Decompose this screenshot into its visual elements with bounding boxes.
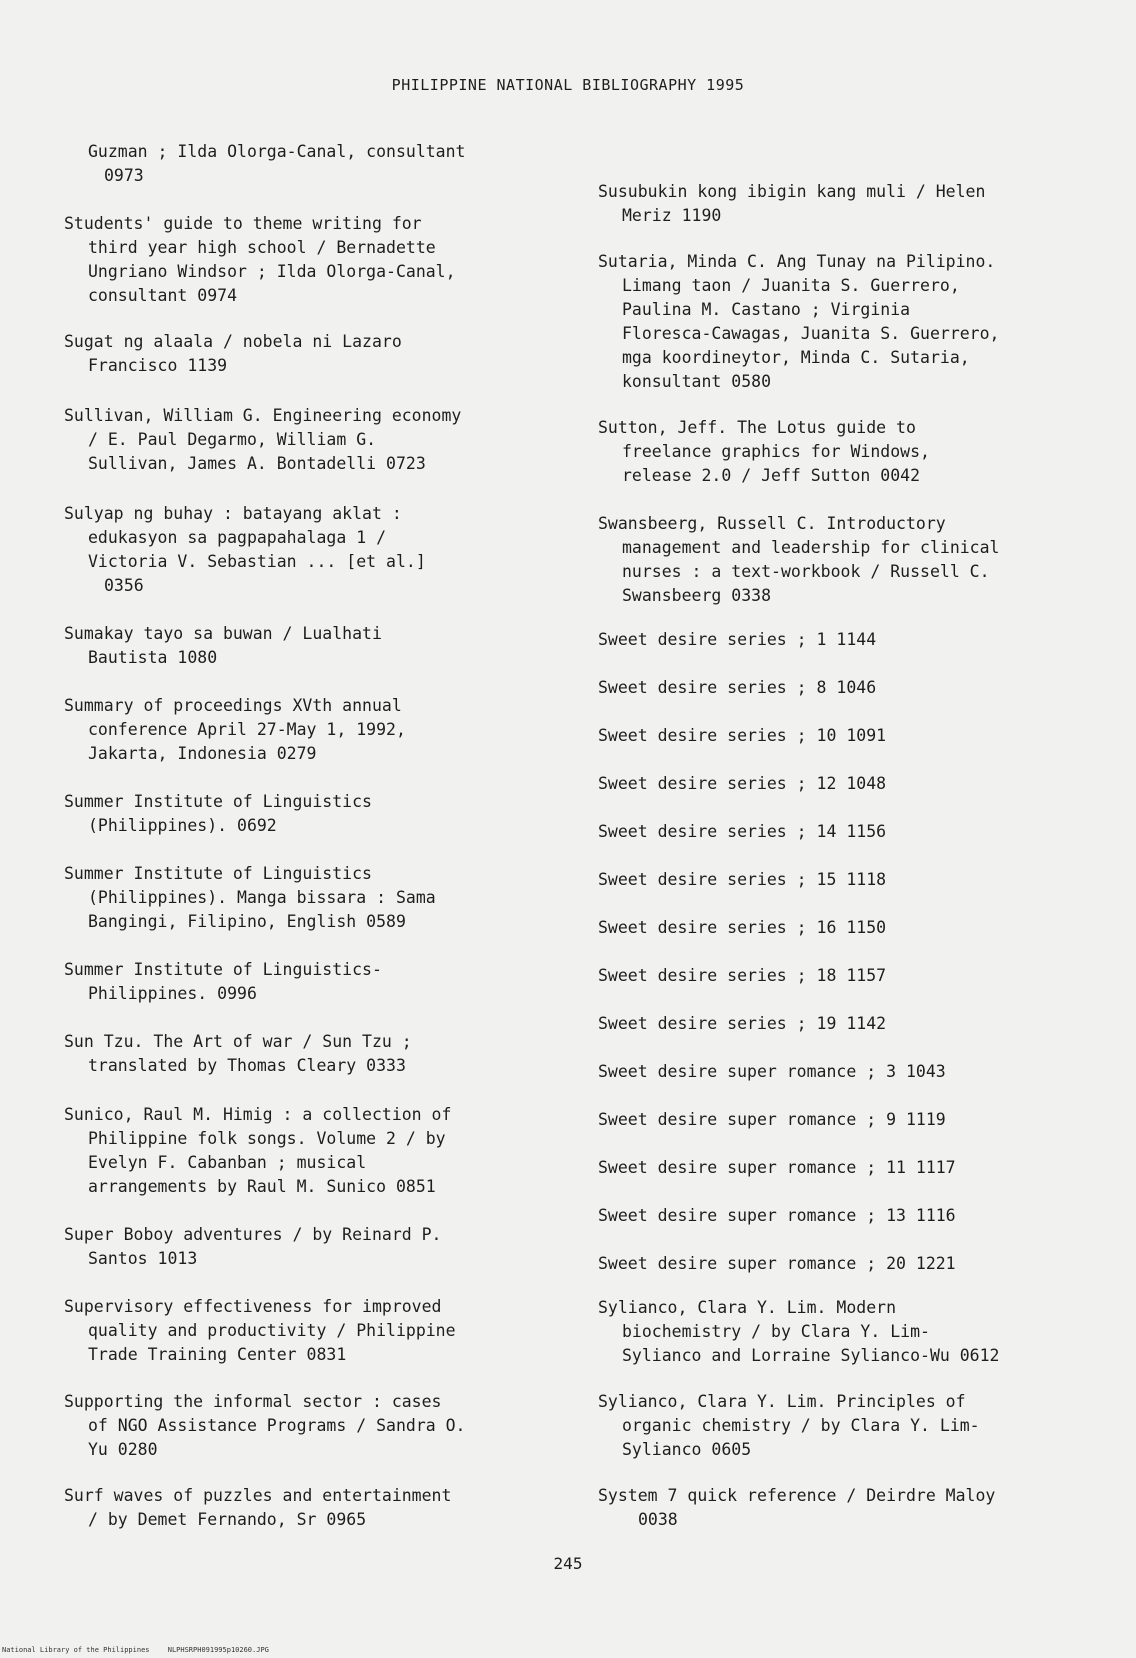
- bibliography-entry: [598, 820, 1078, 844]
- entry-line: Sweet desire series ; 18 1157: [598, 966, 887, 985]
- entry-line: Bangingi, Filipino, English 0589: [88, 912, 406, 931]
- entry-line: release 2.0 / Jeff Sutton 0042: [622, 466, 921, 485]
- bibliography-entry: [598, 628, 1078, 652]
- bibliography-entry: [598, 1252, 1078, 1276]
- bibliography-entry: [64, 958, 574, 1006]
- entry-line: Trade Training Center 0831: [88, 1345, 347, 1364]
- entry-line: third year high school / Bernadette: [88, 238, 436, 257]
- entry-line: 0038: [638, 1510, 678, 1529]
- entry-line: Sweet desire super romance ; 3 1043: [598, 1062, 946, 1081]
- entry-line: konsultant 0580: [622, 372, 772, 391]
- entry-line: (Philippines). Manga bissara : Sama: [88, 888, 436, 907]
- entry-line: of NGO Assistance Programs / Sandra O.: [88, 1416, 466, 1435]
- entry-line: Bautista 1080: [88, 648, 218, 667]
- bibliography-entry: [598, 1060, 1078, 1084]
- entry-line: Sweet desire series ; 8 1046: [598, 678, 877, 697]
- entry-line: nurses : a text-workbook / Russell C.: [622, 562, 990, 581]
- entry-line: Summer Institute of Linguistics: [64, 792, 372, 811]
- entry-line: freelance graphics for Windows,: [622, 442, 930, 461]
- entry-line: Victoria V. Sebastian ... [et al.]: [88, 552, 426, 571]
- entry-line: mga koordineytor, Minda C. Sutaria,: [622, 348, 970, 367]
- entry-line: Sugat ng alaala / nobela ni Lazaro: [64, 332, 402, 351]
- bibliography-entry: [598, 1108, 1078, 1132]
- bibliography-entry: [598, 724, 1078, 748]
- entry-line: Yu 0280: [88, 1440, 158, 1459]
- entry-line: Francisco 1139: [88, 356, 228, 375]
- entry-line: edukasyon sa pagpapahalaga 1 /: [88, 528, 387, 547]
- bibliography-entry: [598, 964, 1078, 988]
- entry-line: Guzman ; Ilda Olorga-Canal, consultant: [88, 142, 466, 161]
- entry-line: conference April 27-May 1, 1992,: [88, 720, 406, 739]
- bibliography-entry: [64, 212, 574, 308]
- bibliography-entry: [598, 1484, 1078, 1532]
- entry-line: Floresca-Cawagas, Juanita S. Guerrero,: [622, 324, 1000, 343]
- entry-line: Sutton, Jeff. The Lotus guide to: [598, 418, 916, 437]
- bibliography-entry: [598, 772, 1078, 796]
- entry-line: Sylianco, Clara Y. Lim. Principles of: [598, 1392, 966, 1411]
- entry-line: Supporting the informal sector : cases: [64, 1392, 442, 1411]
- bibliography-entry: [64, 1295, 574, 1367]
- entry-line: translated by Thomas Cleary 0333: [88, 1056, 406, 1075]
- entry-line: 0973: [104, 166, 144, 185]
- entry-line: Summer Institute of Linguistics: [64, 864, 372, 883]
- entry-line: System 7 quick reference / Deirdre Maloy: [598, 1486, 996, 1505]
- entry-line: Sweet desire super romance ; 13 1116: [598, 1206, 956, 1225]
- entry-line: Super Boboy adventures / by Reinard P.: [64, 1225, 442, 1244]
- entry-line: Sweet desire series ; 19 1142: [598, 1014, 887, 1033]
- bibliography-entry: [64, 862, 574, 934]
- entry-line: Sweet desire series ; 1 1144: [598, 630, 877, 649]
- entry-line: Meriz 1190: [622, 206, 722, 225]
- page-number: 245: [553, 1554, 583, 1573]
- entry-line: Sunico, Raul M. Himig : a collection of: [64, 1105, 452, 1124]
- entry-line: Sulyap ng buhay : batayang aklat :: [64, 504, 402, 523]
- entry-line: Ungriano Windsor ; Ilda Olorga-Canal,: [88, 262, 456, 281]
- bibliography-entry: [64, 1030, 574, 1078]
- entry-line: Jakarta, Indonesia 0279: [88, 744, 317, 763]
- footer: [2, 1646, 283, 1654]
- bibliography-entry: [598, 1012, 1078, 1036]
- entry-line: Sweet desire series ; 10 1091: [598, 726, 887, 745]
- entry-line: Sumakay tayo sa buwan / Lualhati: [64, 624, 382, 643]
- entry-line: Evelyn F. Cabanban ; musical: [88, 1153, 367, 1172]
- entry-line: Students' guide to theme writing for: [64, 214, 422, 233]
- entry-line: Surf waves of puzzles and entertainment: [64, 1486, 452, 1505]
- bibliography-entry: [598, 1204, 1078, 1228]
- bibliography-entry: [598, 512, 1078, 608]
- entry-line: Limang taon / Juanita S. Guerrero,: [622, 276, 960, 295]
- entry-line: Sutaria, Minda C. Ang Tunay na Pilipino.: [598, 252, 996, 271]
- footer-library: National Library of the Philippines: [2, 1646, 150, 1654]
- entry-line: quality and productivity / Philippine: [88, 1321, 456, 1340]
- bibliography-entry: [64, 1390, 574, 1462]
- bibliography-entry: [598, 250, 1078, 394]
- entry-line: Sweet desire series ; 15 1118: [598, 870, 887, 889]
- entry-line: organic chemistry / by Clara Y. Lim-: [622, 1416, 980, 1435]
- bibliography-entry: [64, 1484, 574, 1532]
- bibliography-entry: [598, 180, 1078, 228]
- entry-line: arrangements by Raul M. Sunico 0851: [88, 1177, 436, 1196]
- entry-line: 0356: [104, 576, 144, 595]
- entry-line: / by Demet Fernando, Sr 0965: [88, 1510, 367, 1529]
- entry-line: Paulina M. Castano ; Virginia: [622, 300, 911, 319]
- entry-line: Sweet desire super romance ; 11 1117: [598, 1158, 956, 1177]
- entry-line: consultant 0974: [88, 286, 238, 305]
- entry-line: Sweet desire super romance ; 9 1119: [598, 1110, 946, 1129]
- entry-line: Sweet desire series ; 14 1156: [598, 822, 887, 841]
- bibliography-entry: [598, 1156, 1078, 1180]
- bibliography-entry: [64, 330, 574, 378]
- bibliography-entry: [64, 622, 574, 670]
- bibliography-entry: [598, 676, 1078, 700]
- bibliography-entry: [598, 916, 1078, 940]
- entry-line: Sylianco and Lorraine Sylianco-Wu 0612: [622, 1346, 1000, 1365]
- entry-line: Swansbeerg 0338: [622, 586, 772, 605]
- entry-line: Summer Institute of Linguistics-: [64, 960, 382, 979]
- bibliography-entry: [598, 868, 1078, 892]
- entry-line: Sweet desire series ; 16 1150: [598, 918, 887, 937]
- entry-line: / E. Paul Degarmo, William G.: [88, 430, 377, 449]
- entry-line: Philippine folk songs. Volume 2 / by: [88, 1129, 446, 1148]
- entry-line: Sullivan, James A. Bontadelli 0723: [88, 454, 426, 473]
- entry-line: biochemistry / by Clara Y. Lim-: [622, 1322, 930, 1341]
- bibliography-entry: [64, 502, 574, 598]
- entry-line: Sweet desire super romance ; 20 1221: [598, 1254, 956, 1273]
- entry-line: Susubukin kong ibigin kang muli / Helen: [598, 182, 986, 201]
- entry-line: Sylianco, Clara Y. Lim. Modern: [598, 1298, 897, 1317]
- entry-line: Swansbeerg, Russell C. Introductory: [598, 514, 946, 533]
- entry-line: Santos 1013: [88, 1249, 198, 1268]
- entry-line: Supervisory effectiveness for improved: [64, 1297, 442, 1316]
- entry-line: Sylianco 0605: [622, 1440, 752, 1459]
- bibliography-entry: [598, 1296, 1078, 1368]
- entry-line: Sullivan, William G. Engineering economy: [64, 406, 462, 425]
- bibliography-entry: [64, 404, 574, 476]
- bibliography-entry: [64, 790, 574, 838]
- entry-line: (Philippines). 0692: [88, 816, 277, 835]
- bibliography-entry: [64, 1103, 574, 1199]
- footer-file-id: NLPHSRPH091995p10260.JPG: [167, 1646, 269, 1654]
- entry-line: Summary of proceedings XVth annual: [64, 696, 402, 715]
- entry-line: Sweet desire series ; 12 1048: [598, 774, 887, 793]
- entry-line: Sun Tzu. The Art of war / Sun Tzu ;: [64, 1032, 412, 1051]
- bibliography-entry: [598, 1390, 1078, 1462]
- page-header: PHILIPPINE NATIONAL BIBLIOGRAPHY 1995: [391, 76, 745, 94]
- bibliography-entry: [598, 416, 1078, 488]
- bibliography-entry: [64, 694, 574, 766]
- bibliography-entry: [64, 1223, 574, 1271]
- entry-line: management and leadership for clinical: [622, 538, 1000, 557]
- bibliography-entry: [64, 140, 574, 188]
- entry-line: Philippines. 0996: [88, 984, 257, 1003]
